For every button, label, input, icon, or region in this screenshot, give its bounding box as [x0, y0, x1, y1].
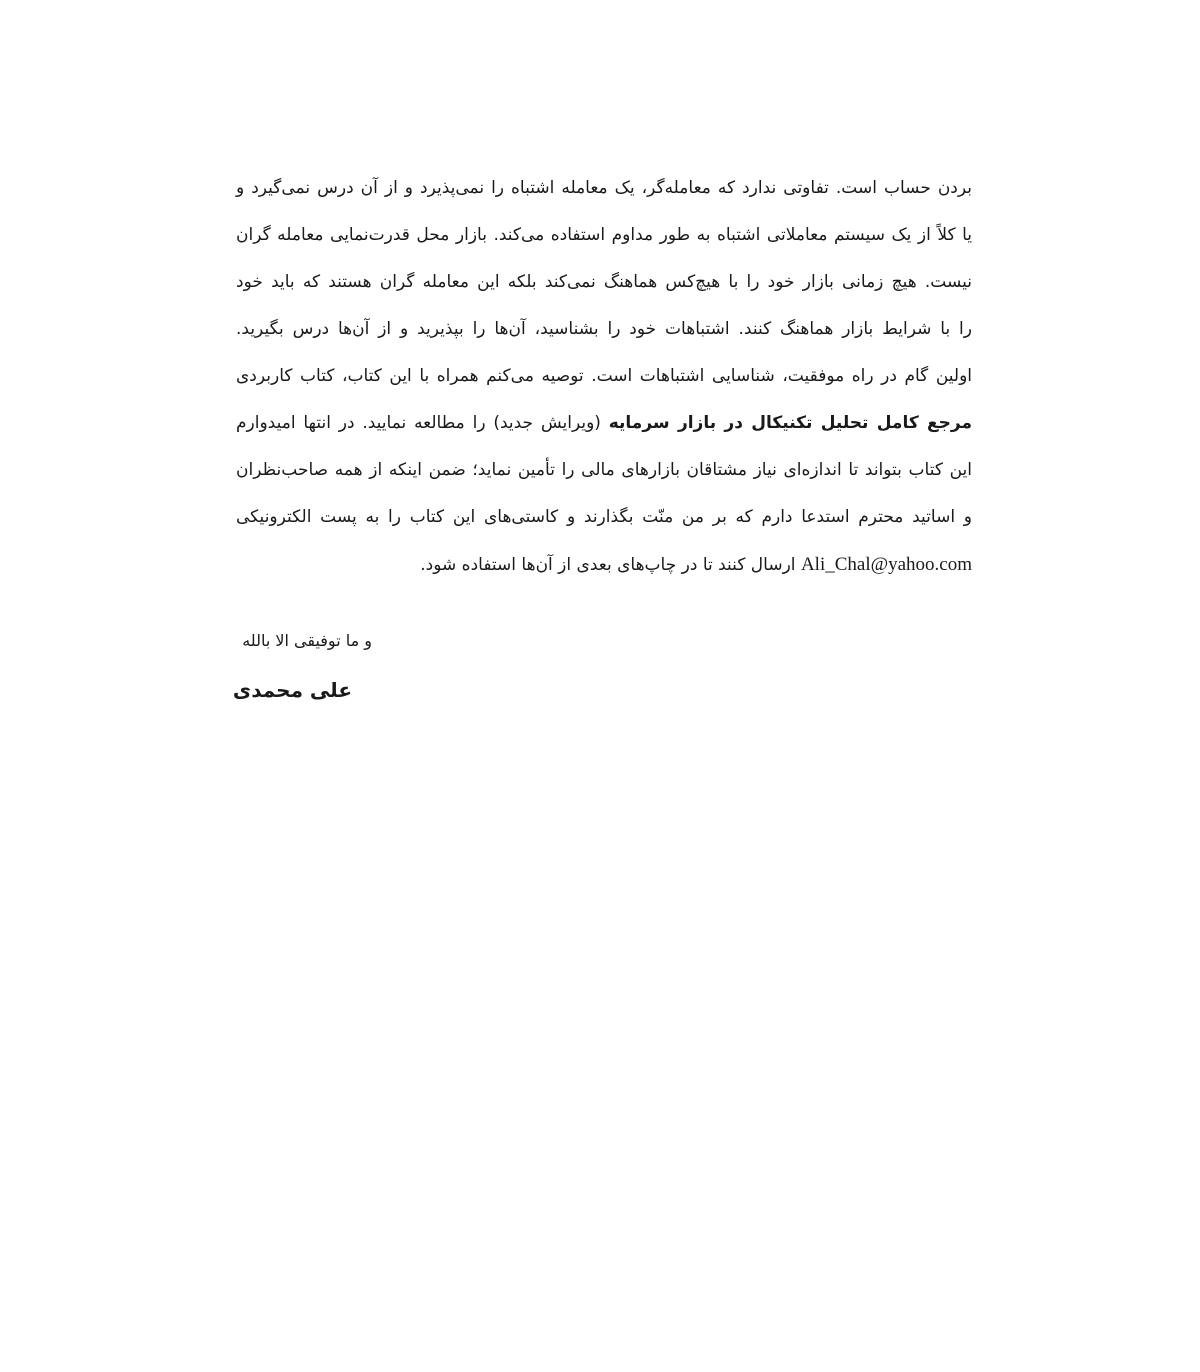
text-line: یا کلاً از یک سیستم معاملاتی اشتباه به طور مداوم استفاده می‌کند. بازار محل قدرت‌نمایی معامله گران [236, 225, 972, 245]
text-line: این کتاب بتواند تا اندازه‌ای نیاز مشتاقان بازارهای مالی را تأمین نماید؛ ضمن اینکه از همه صاحب‌نظران [236, 460, 972, 480]
text-line: بردن حساب است. تفاوتی ندارد که معامله‌گر، یک معامله اشتباه را نمی‌پذیرد و از آن درس نمی‌گیرد و [236, 178, 972, 198]
text-line [236, 541, 972, 588]
text-line [236, 400, 972, 447]
text-segment: ارسال کنند تا در چاپ‌های بعدی از آن‌ها استفاده شود. [420, 555, 801, 575]
body-paragraph [236, 165, 972, 588]
text-line: اولین گام در راه موفقیت، شناسایی اشتباهات است. توصیه می‌کنم همراه با این کتاب، کتاب کاربردی [236, 366, 972, 386]
text-line: را با شرایط بازار هماهنگ کنند. اشتباهات خود را بشناسید، آن‌ها را بپذیرید و از آن‌ها درس بگیرید. [236, 319, 972, 339]
book-title: مرجع کامل تحلیل تکنیکال در بازار سرمایه [608, 413, 972, 433]
text-line: و اساتید محترم استدعا دارم که بر من منّت بگذارند و کاستی‌های این کتاب را به پست الکترونیکی [236, 507, 972, 527]
email-address: Ali_Chal@yahoo.com [800, 554, 972, 575]
text-line: نیست. هیچ زمانی بازار خود را با هیچ‌کس هماهنگ نمی‌کند بلکه این معامله گران هستند که باید خود [236, 272, 972, 292]
text-segment: (ویرایش جدید) را مطالعه نمایید. در انتها امیدوارم [236, 413, 609, 433]
author-signature: علی محمدی [232, 678, 352, 702]
closing-phrase: و ما توفیقی الا بالله [242, 631, 372, 650]
